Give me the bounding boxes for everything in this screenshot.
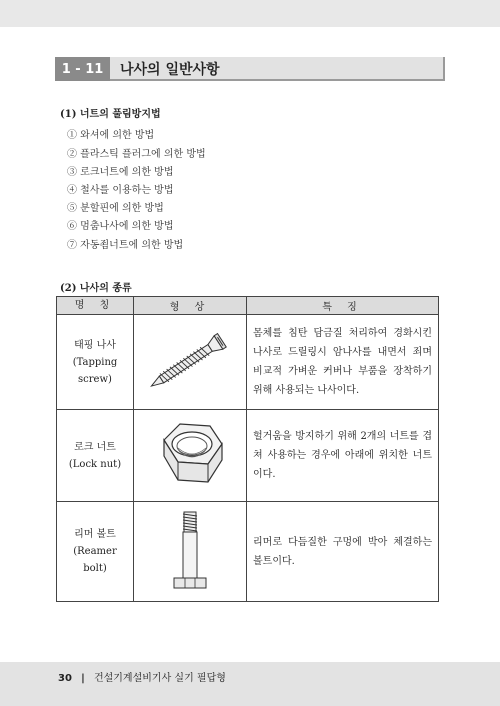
list-item: ① 와셔에 의한 방법 — [67, 130, 155, 141]
feature-cell: 헐거움을 방지하기 위해 2개의 너트를 겹쳐 사용하는 경우에 아래에 위치한 너트이다. — [247, 410, 439, 502]
reamer-bolt-icon — [134, 502, 246, 598]
book-title: 건설기계설비기사 실기 필답형 — [93, 673, 226, 684]
header-bar — [55, 57, 445, 81]
name-en: (Reamer bolt) — [73, 546, 117, 574]
name-en: (Lock nut) — [68, 458, 122, 470]
name-cell — [57, 315, 134, 410]
table-header-row — [57, 297, 439, 315]
name-cell — [57, 410, 134, 502]
feature-cell: 몸체를 침탄 담금질 처리하여 경화시킨 나사로 드릴링시 암나사를 내면서 죄며 비교적 가벼운 커버나 부품을 장착하기 위해 사용되는 나사이다. — [247, 315, 439, 410]
list-item: ② 플라스틱 플러그에 의한 방법 — [67, 149, 206, 160]
table-row — [57, 410, 439, 502]
name-cell — [57, 502, 134, 602]
shape-cell — [134, 315, 247, 410]
header-name: 명 칭 — [57, 297, 134, 315]
footer-divider: | — [81, 673, 85, 684]
shape-cell — [134, 502, 247, 602]
name-ko: 로크 너트 — [74, 441, 116, 453]
lock-nut-icon — [134, 410, 246, 498]
name-ko: 리머 볼트 — [74, 529, 116, 540]
table-row — [57, 315, 439, 410]
page-number: 30 — [58, 673, 72, 684]
section-number: 1 - 11 — [55, 57, 110, 81]
feature-cell: 리머로 다듬질한 구멍에 박아 체결하는 볼트이다. — [247, 502, 439, 602]
page-title: 나사의 일반사항 — [120, 62, 220, 78]
table-row — [57, 502, 439, 602]
top-band — [0, 0, 500, 27]
shape-cell — [134, 410, 247, 502]
section1-title: (1) 너트의 풀림방지법 — [60, 109, 161, 120]
name-ko: 태핑 나사 — [74, 339, 116, 351]
header-shape: 형 상 — [134, 297, 247, 315]
list-item: ③ 로크너트에 의한 방법 — [67, 167, 174, 178]
list-item: ⑦ 자동죔너트에 의한 방법 — [67, 240, 184, 251]
section2-title: (2) 나사의 종류 — [60, 283, 132, 294]
list-item: ⑤ 분할핀에 의한 방법 — [67, 203, 164, 214]
name-en: (Tapping screw) — [72, 356, 118, 385]
list-item: ④ 철사를 이용하는 방법 — [67, 185, 174, 196]
footer — [58, 669, 226, 684]
screw-types-table — [56, 296, 439, 602]
list-item: ⑥ 멈춤나사에 의한 방법 — [67, 221, 174, 232]
tapping-screw-icon — [134, 316, 246, 406]
header-feature: 특 징 — [247, 297, 439, 315]
